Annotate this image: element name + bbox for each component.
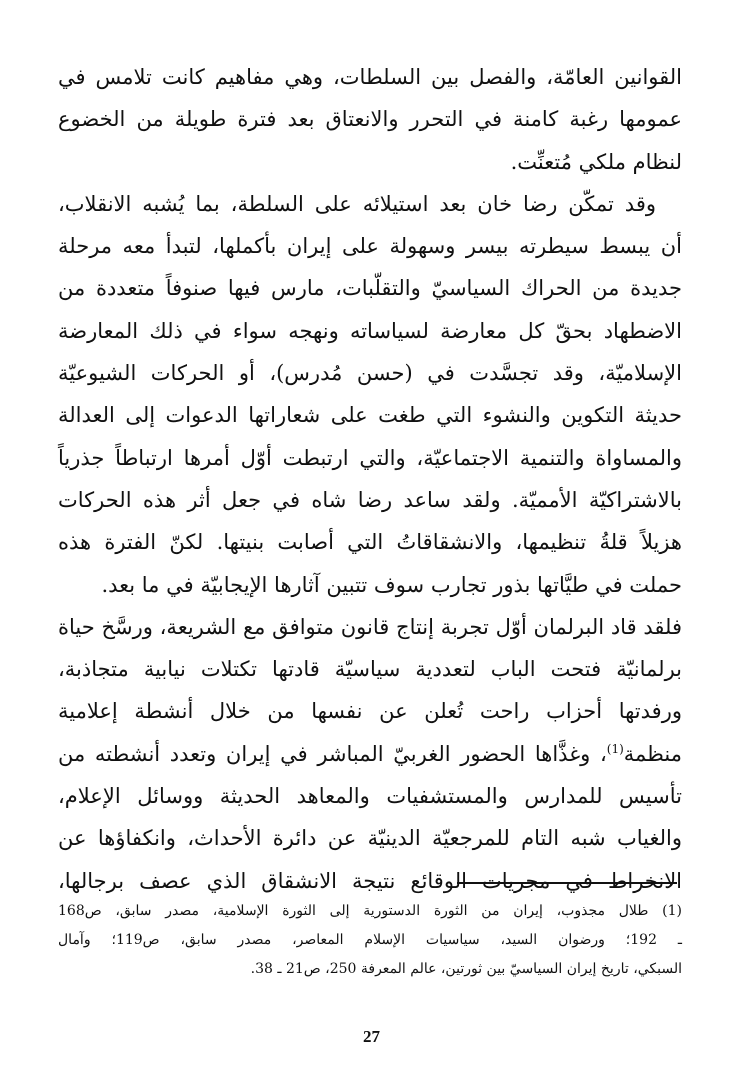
text-line: لنظام ملكي مُتعنِّت. [510, 149, 682, 174]
text-line: والمساواة والتنمية الاجتماعيّة، والتي ارتبطت أوّل أمرها ارتباطاً جذرياً [58, 445, 682, 470]
text-line: الاضطهاد بحقّ كل معارضة لسياساته ونهجه سواء في ذلك المعارضة [58, 318, 682, 343]
text-line: فلقد قاد البرلمان أوّل تجربة إنتاج قانون متوافق مع الشريعة، ورسَّخ حياة [58, 614, 682, 639]
text-line: حديثة التكوين والنشوء التي طغت على شعاراتها الدعوات إلى العدالة [58, 403, 682, 428]
text-line: تأسيس للمدارس والمستشفيات والمعاهد الحديثة ووسائل الإعلام، [58, 784, 682, 809]
text-line: برلمانيّة فتحت الباب لتعددية سياسيّة قادتها تكتلات نيابية متجاذبة، [58, 657, 682, 682]
text-line: ورفدتها أحزاب راحت تُعلن عن نفسها من خلال أنشطة إعلامية [58, 699, 682, 724]
footnote-reference: (1) [606, 741, 624, 756]
footnotes [58, 897, 682, 984]
text-line: والغياب شبه التام للمرجعيّة الدينيّة عن دائرة الأحداث، وانكفاؤها عن [58, 826, 682, 851]
footnote-line: السبكي، تاريخ إيران السياسيّ بين ثورتين، عالم المعرفة 250، ص21 ـ 38. [250, 961, 682, 977]
text-line-with-footnote-ref: منظمة$^{(1)}$، وغذَّاها الحضور الغربيّ المباشر في إيران وتعدد أنشطته من [58, 741, 682, 766]
text-line: القوانين العامّة، والفصل بين السلطات، وهي مفاهيم كانت تلامس في [58, 65, 682, 89]
text-line: حملت في طيَّاتها بذور تجارب سوف تتبين آثارها الإيجابيّة في ما بعد. [101, 572, 682, 597]
text-line: وقد تمكّن رضا خان بعد استيلائه على السلطة، بما يُشبه الانقلاب، [58, 191, 656, 216]
text-line: أن يبسط سيطرته بيسر وسهولة على إيران بأكملها، لتبدأ معه مرحلة [58, 234, 682, 259]
text-line: الانخراط في مجريات الوقائع نتيجة الانشقاق الذي عصف برجالها، [58, 868, 682, 893]
body-text [58, 56, 682, 902]
text-line: جديدة من الحراك السياسيّ والتقلّبات، مارس فيها صنوفاً متعددة من [58, 276, 682, 301]
text-line: هزيلاً قلةُ تنظيمها، والانشقاقاتُ التي أصابت بنيتها. لكنّ الفترة هذه [58, 530, 682, 555]
footnote-line: (1) طلال مجذوب، إيران من الثورة الدستورية إلى الثورة الإسلامية، مصدر سابق، ص168 [58, 903, 682, 919]
text-line: الإسلاميّة، وقد تجسَّدت في (حسن مُدرس)، أو الحركات الشيوعيّة [58, 361, 682, 386]
footnote-line: ـ 192؛ ورضوان السيد، سياسيات الإسلام المعاصر، مصدر سابق، ص119؛ وآمال [58, 932, 682, 948]
text-line: عمومها رغبة كامنة في التحرر والانعتاق بعد فترة طويلة من الخضوع [58, 107, 682, 132]
footnote-separator [457, 882, 677, 884]
text-line: بالاشتراكيّة الأمميّة. ولقد ساعد رضا شاه في جعل أثر هذه الحركات [58, 487, 682, 512]
page-number: 27 [363, 1027, 380, 1046]
